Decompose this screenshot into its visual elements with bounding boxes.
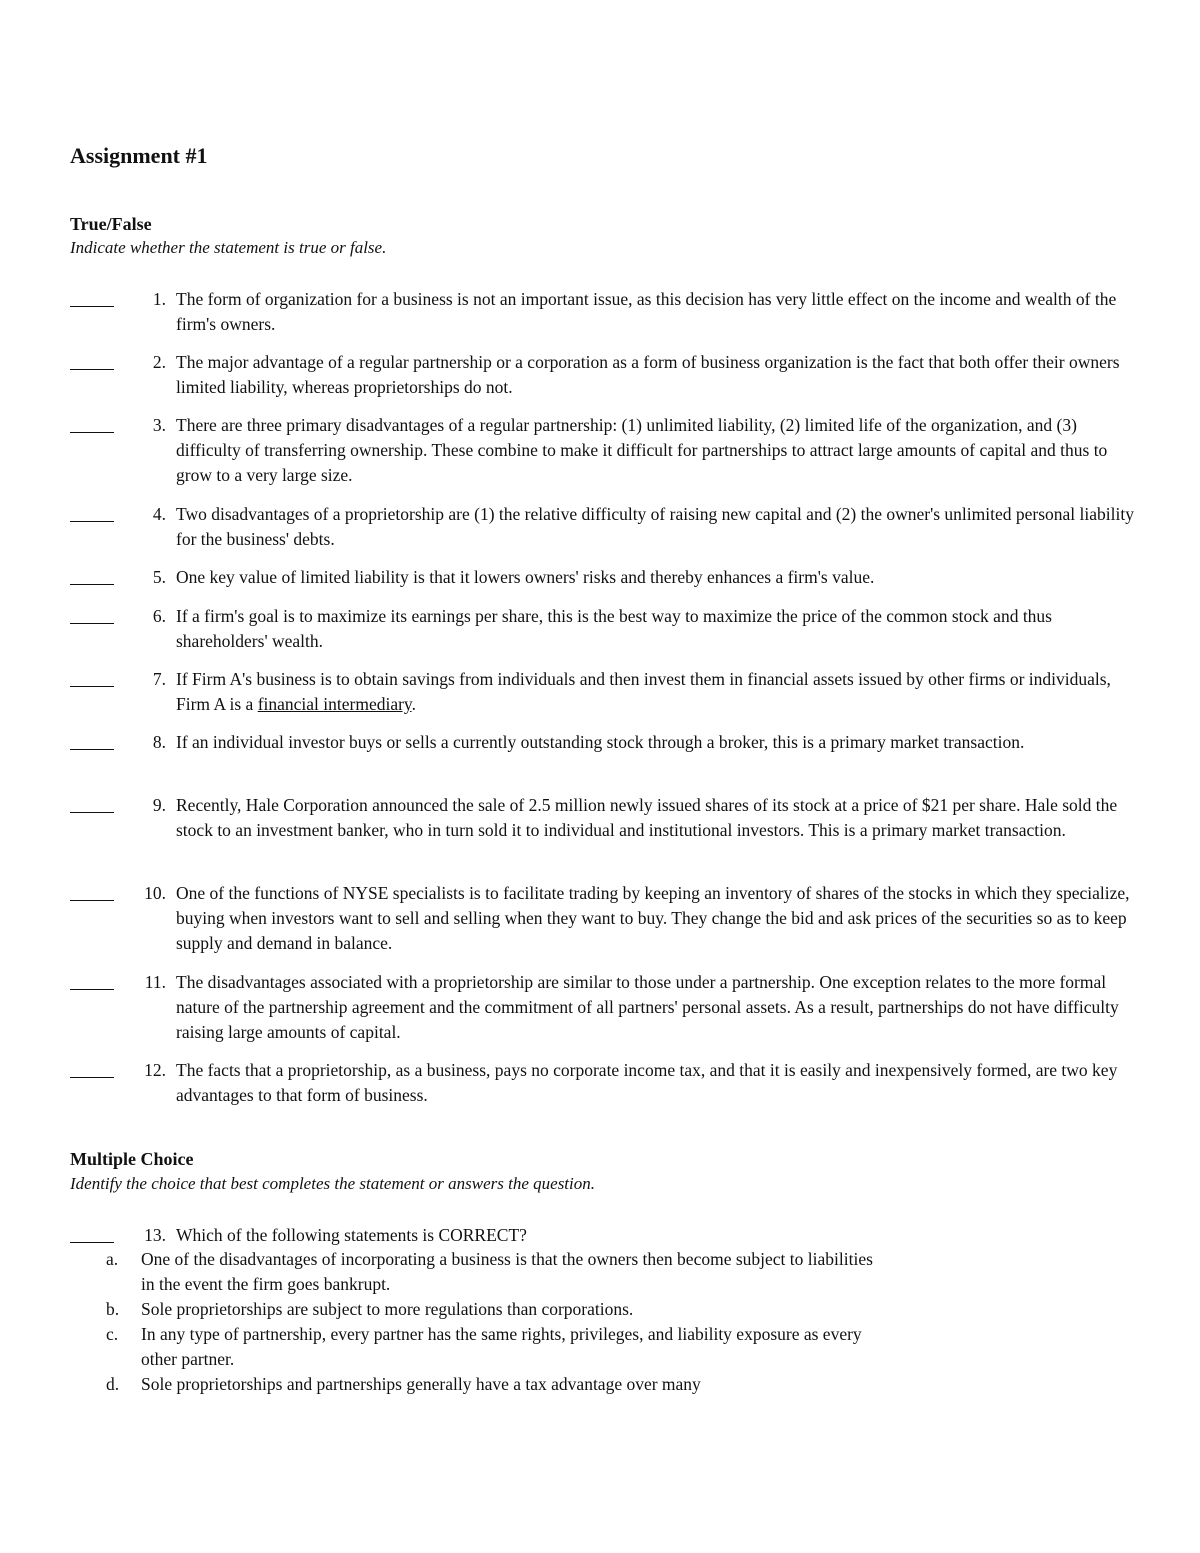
question-text: If a firm's goal is to maximize its earnings per share, this is the best way to maximize the price of the common stock and thus shareholders' wealth. [176, 606, 1052, 651]
question-text: Two disadvantages of a proprietorship are (1) the relative difficulty of raising new capital and (2) the owner's unlimited personal liability for the business' debts. [176, 504, 1134, 549]
answer-option-a [106, 1247, 886, 1297]
question-number: 2. [152, 352, 166, 372]
answer-blank[interactable] [70, 730, 114, 750]
question-text: The major advantage of a regular partnership or a corporation as a form of business organization is the fact that both offer their owners limited liability, whereas proprietorships do not. [176, 352, 1120, 397]
question-text: The facts that a proprietorship, as a business, pays no corporate income tax, and that it is easily and inexpensively formed, are two key advantages to that form of business. [176, 1060, 1118, 1105]
question-number: 10. [144, 883, 166, 903]
true-false-instructions: Indicate whether the statement is true or false. [70, 238, 387, 257]
question-number: 11. [144, 972, 166, 992]
answer-blank[interactable] [70, 667, 114, 687]
option-text: Sole proprietorships are subject to more regulations than corporations. [141, 1299, 634, 1319]
question-10 [70, 881, 1140, 956]
question-9 [70, 793, 1140, 868]
question-13 [70, 1223, 1140, 1248]
answer-blank[interactable] [70, 793, 114, 813]
question-7 [70, 667, 1140, 717]
question-11 [70, 970, 1140, 1045]
question-5 [70, 565, 1140, 590]
option-letter: c. [106, 1324, 119, 1344]
option-text: One of the disadvantages of incorporating a business is that the owners then become subject to liabilities in the event the firm goes bankrupt. [141, 1249, 873, 1294]
question-number: 5. [152, 567, 166, 587]
question-number: 8. [152, 732, 166, 752]
question-text: If an individual investor buys or sells a currently outstanding stock through a broker, this is a primary market transaction. [176, 732, 1025, 752]
question-12 [70, 1058, 1140, 1108]
option-letter: d. [106, 1374, 120, 1394]
question-1 [70, 287, 1140, 337]
question-number: 1. [152, 289, 166, 309]
question-2 [70, 350, 1140, 400]
answer-blank[interactable] [70, 1223, 114, 1243]
answer-option-d [106, 1372, 886, 1397]
question-number: 12. [144, 1060, 166, 1080]
answer-blank[interactable] [70, 502, 114, 522]
answer-blank[interactable] [70, 970, 114, 990]
answer-blank[interactable] [70, 287, 114, 307]
question-number: 4. [152, 504, 166, 524]
question-text: The form of organization for a business is not an important issue, as this decision has very little effect on the income and wealth of the firm's owners. [176, 289, 1117, 334]
answer-blank[interactable] [70, 604, 114, 624]
question-text [176, 667, 1136, 717]
answer-blank[interactable] [70, 881, 114, 901]
question-number: 3. [152, 415, 166, 435]
question-3 [70, 413, 1140, 488]
true-false-heading: True/False [70, 214, 152, 234]
question-text: Which of the following statements is CORRECT? [176, 1225, 527, 1245]
question-text: One of the functions of NYSE specialists is to facilitate trading by keeping an inventory of shares of the stocks in which they specialize, buying when investors want to sell and selling when they want to buy. They change the bid and ask prices of the securities so as to keep supply and demand in balance. [176, 883, 1130, 953]
question-4 [70, 502, 1140, 552]
question-6 [70, 604, 1140, 654]
underlined-term: financial intermediary [257, 694, 412, 714]
answer-blank[interactable] [70, 413, 114, 433]
answer-blank[interactable] [70, 565, 114, 585]
question-text-part: If Firm A's business is to obtain savings from individuals and then invest them in financial assets issued by other firms or individuals, Firm A is a [176, 669, 1111, 714]
question-text: There are three primary disadvantages of a regular partnership: (1) unlimited liability, (2) limited life of the organization, and (3) difficulty of transferring ownership. These combine to make it difficult for partnerships to attract large amounts of capital and thus to grow to a very large size. [176, 415, 1108, 485]
answer-option-c [106, 1322, 886, 1372]
question-number: 9. [152, 795, 166, 815]
option-letter: a. [106, 1249, 119, 1269]
answer-blank[interactable] [70, 1058, 114, 1078]
question-number: 7. [152, 669, 166, 689]
question-text: The disadvantages associated with a proprietorship are similar to those under a partnership. One exception relates to the more formal nature of the partnership agreement and the commitment of all partners' personal assets. As a result, partnerships do not have difficulty raising large amounts of capital. [176, 972, 1119, 1042]
multiple-choice-instructions: Identify the choice that best completes the statement or answers the question. [70, 1174, 595, 1193]
option-text: Sole proprietorships and partnerships generally have a tax advantage over many [141, 1374, 701, 1394]
question-text: One key value of limited liability is that it lowers owners' risks and thereby enhances a firm's value. [176, 567, 875, 587]
question-number: 6. [152, 606, 166, 626]
question-text-part: . [411, 694, 416, 714]
multiple-choice-heading: Multiple Choice [70, 1149, 194, 1169]
question-text: Recently, Hale Corporation announced the sale of 2.5 million newly issued shares of its stock at a price of $21 per share. Hale sold the stock to an investment banker, who in turn sold it to individual and institutional investors. This is a primary market transaction. [176, 795, 1118, 840]
answer-option-b [106, 1297, 886, 1322]
question-number: 13. [144, 1225, 166, 1245]
document-title: Assignment #1 [70, 143, 208, 168]
option-letter: b. [106, 1299, 120, 1319]
answer-blank[interactable] [70, 350, 114, 370]
option-text: In any type of partnership, every partner has the same rights, privileges, and liability exposure as every other partner. [141, 1324, 862, 1369]
question-8 [70, 730, 1140, 780]
